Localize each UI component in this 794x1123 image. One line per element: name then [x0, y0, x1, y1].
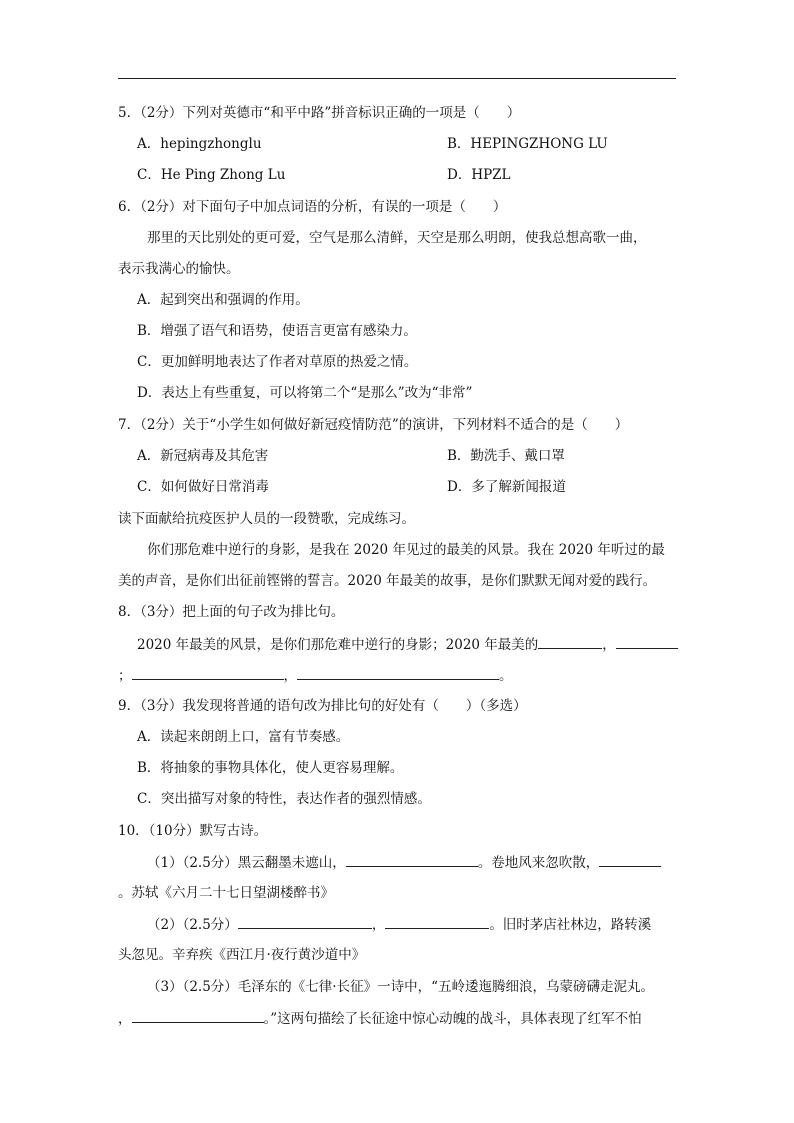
q10-s2-blank-2[interactable] [385, 914, 489, 929]
q8-blank-3[interactable] [132, 665, 284, 680]
q8-blank-1[interactable] [538, 634, 602, 649]
q10-s1-line [147, 852, 661, 873]
q6-passage-line-1: 那里的天比别处的更可爱，空气是那么清鲜，天空是那么明朗，使我总想高歌一曲， [147, 230, 647, 246]
q9-option-a: A．读起来朗朗上口，富有节奏感。 [137, 729, 350, 745]
q10-stem: 10．（10分）默写古诗。 [118, 823, 268, 839]
q6-option-d: D．表达上有些重复，可以将第二个“是那么”改为“非常” [137, 385, 473, 401]
q8-comma-2: ， [283, 668, 297, 684]
q10-s3-blank[interactable] [132, 1008, 264, 1023]
q9-option-b: B．将抽象的事物具体化，使人更容易理解。 [137, 760, 404, 776]
q6-stem: 6．（2分）对下面句子中加点词语的分析，有误的一项是（ ） [118, 199, 507, 215]
q7-option-b: B．勤洗手、戴口罩 [447, 448, 565, 464]
q7-option-d: D．多了解新闻报道 [447, 479, 566, 495]
q10-s2-suffix: 。旧时茅店社林边，路转溪 [489, 917, 652, 933]
q10-s2-comma: ， [371, 917, 386, 933]
q7-stem: 7．（2分）关于“小学生如何做好新冠疫情防范”的演讲，下列材料不适合的是（ ） [118, 417, 629, 433]
q10-s1-source: 。苏轼《六月二十七日望湖楼醉书》 [118, 885, 334, 901]
q10-s2-source: 头忽见。辛弃疾《西江月·夜行黄沙道中》 [118, 947, 366, 963]
q6-option-a: A．起到突出和强调的作用。 [137, 292, 309, 308]
q10-s3-suffix: 。”这两句描绘了长征途中惊心动魄的战斗，具体表现了红军不怕 [263, 1011, 642, 1027]
q5-option-c: C．He Ping Zhong Lu [137, 167, 286, 183]
q10-s3-prefix: ， [118, 1011, 132, 1027]
q10-s1-blank-2[interactable] [599, 852, 661, 867]
q9-stem: 9．（3分）我发现将普通的语句改为排比句的好处有（ ）（多选） [118, 698, 527, 714]
q5-stem: 5．（2分）下列对英德市“和平中路”拼音标识正确的一项是（ ） [118, 105, 521, 121]
q10-s1-prefix: （1）（2.5分）黑云翻墨未遮山， [147, 855, 346, 871]
q8-blank-4[interactable] [297, 665, 499, 680]
q5-option-a: A．hepingzhonglu [137, 136, 262, 152]
header-rule [118, 78, 676, 79]
reading-passage-line-2: 美的声音，是你们出征前铿锵的誓言。2020 年最美的故事，是你们默默无闻对爱的践行。 [118, 573, 657, 589]
q5-option-b: B．HEPINGZHONG LU [447, 136, 608, 152]
q6-option-c: C．更加鲜明地表达了作者对草原的热爱之情。 [137, 354, 418, 370]
q8-line-1 [137, 634, 678, 655]
q8-stem: 8．（3分）把上面的句子改为排比句。 [118, 604, 345, 620]
q10-s1-mid: 。卷地风来忽吹散， [477, 855, 600, 871]
q8-line-2 [118, 665, 513, 686]
q10-s3-line-2 [118, 1008, 642, 1029]
q10-s1-blank-1[interactable] [346, 852, 478, 867]
q5-option-d: D．HPZL [447, 167, 511, 183]
q10-s3-line: （3）（2.5分）毛泽东的《七律·长征》一诗中，“五岭逶迤腾细浪，乌蒙磅礴走泥丸。 [147, 979, 655, 995]
q8-semicolon: ； [118, 668, 132, 684]
q10-s2-blank-1[interactable] [238, 914, 372, 929]
reading-intro: 读下面献给抗疫医护人员的一段赞歌，完成练习。 [118, 511, 415, 527]
q8-comma: ， [602, 637, 616, 653]
q10-s2-prefix: （2）（2.5分） [147, 917, 238, 933]
q7-option-c: C．如何做好日常消毒 [137, 479, 269, 495]
q6-option-b: B．增强了语气和语势，使语言更富有感染力。 [137, 323, 417, 339]
reading-passage-line-1: 你们那危难中逆行的身影，是我在 2020 年见过的最美的风景。我在 2020 年听过的最 [147, 542, 665, 558]
q10-s2-line [147, 914, 651, 935]
q8-line-1-text: 2020 年最美的风景，是你们那危难中逆行的身影；2020 年最美的 [137, 637, 539, 653]
q8-blank-2[interactable] [616, 634, 678, 649]
q6-passage-line-2: 表示我满心的愉快。 [118, 261, 240, 277]
q7-option-a: A．新冠病毒及其危害 [137, 448, 269, 464]
q8-period: 。 [499, 668, 513, 684]
q9-option-c: C．突出描写对象的特性，表达作者的强烈情感。 [137, 791, 431, 807]
